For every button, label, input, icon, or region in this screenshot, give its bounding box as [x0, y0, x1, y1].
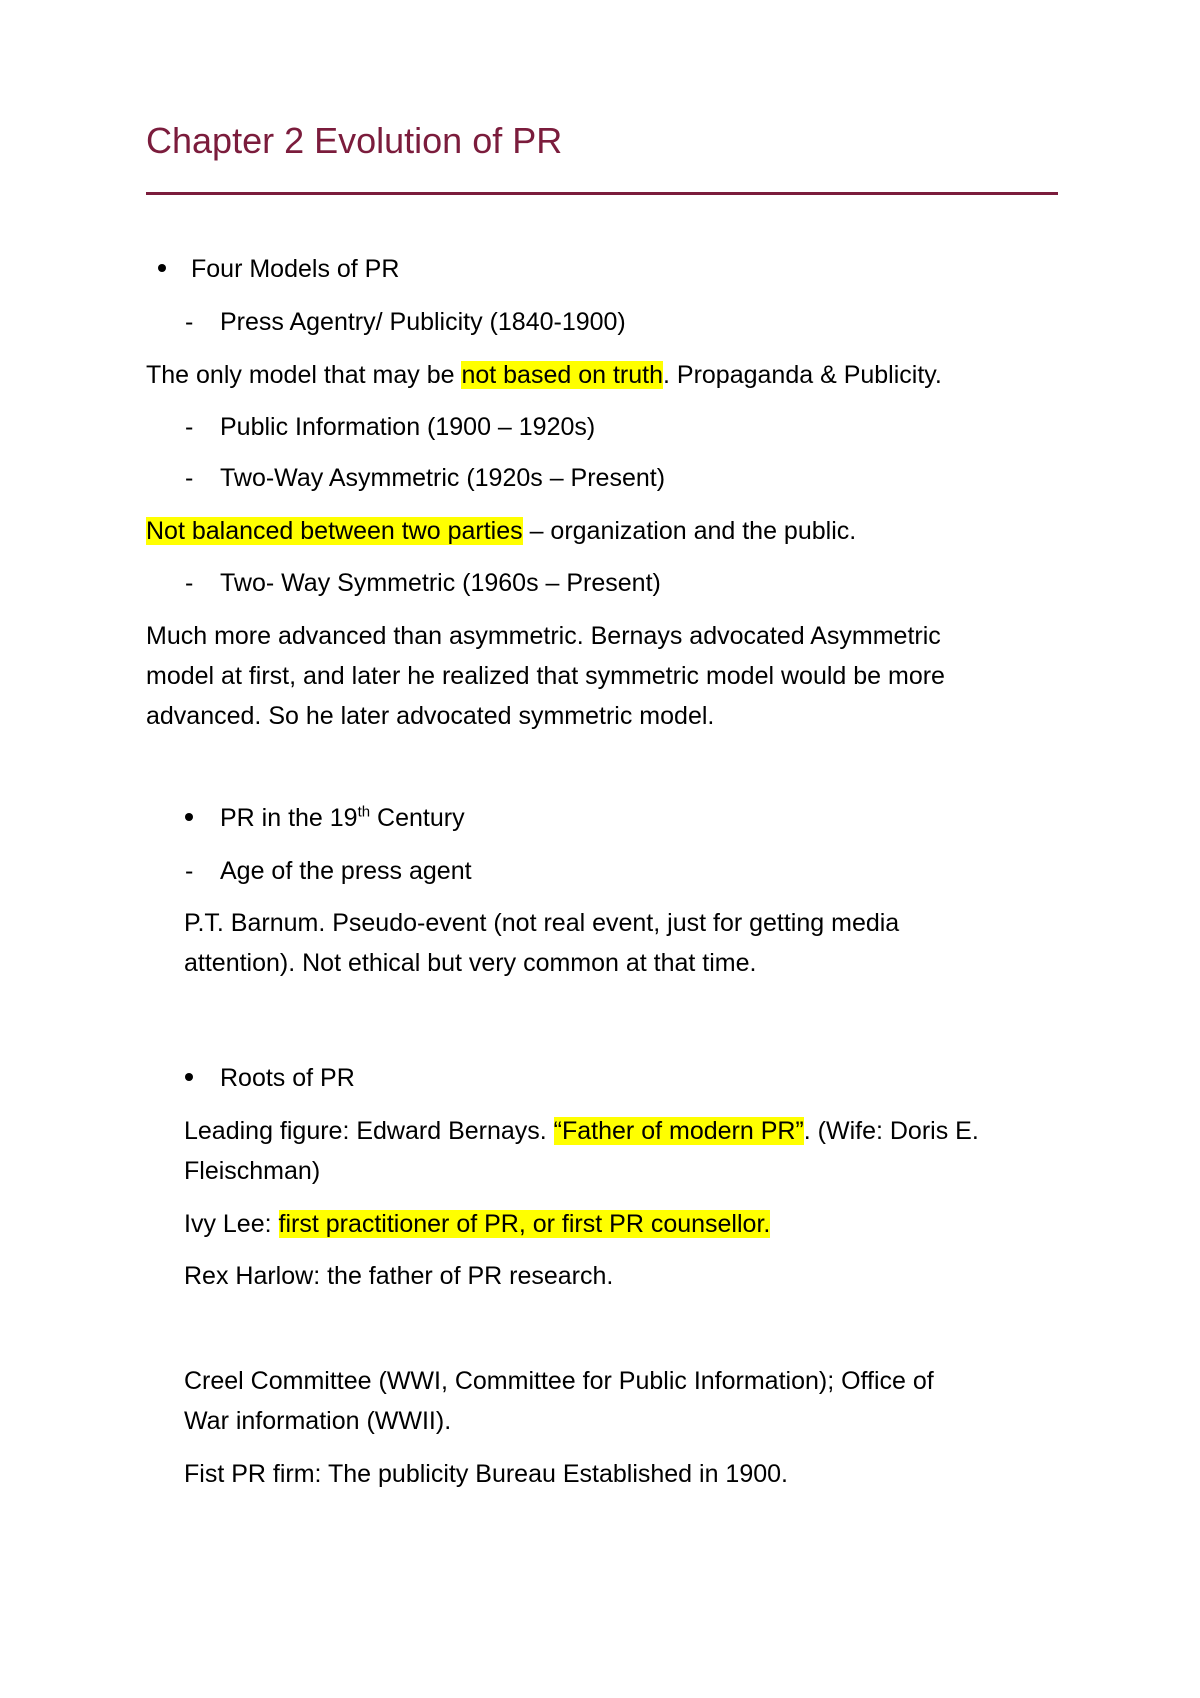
dash-icon: -: [185, 413, 194, 441]
title-underline: [146, 192, 1058, 195]
paragraph-first-firm: Fist PR firm: The publicity Bureau Established in 1900.: [184, 1460, 788, 1488]
highlighted-text: not based on truth: [461, 361, 663, 389]
paragraph-leading-figure-line-2: Fleischman): [184, 1157, 321, 1185]
paragraph-barnum-line-1: P.T. Barnum. Pseudo-event (not real event, just for getting media: [184, 909, 900, 937]
dash-icon: -: [185, 308, 194, 336]
paragraph-barnum-line-2: attention). Not ethical but very common at that time.: [184, 949, 757, 977]
list-item-press-agent: Age of the press agent: [220, 857, 472, 885]
highlighted-text: “Father of modern PR”: [553, 1117, 804, 1145]
page-title: Chapter 2 Evolution of PR: [146, 120, 563, 161]
bullet-icon: [185, 1073, 193, 1081]
paragraph-creel-line-1: Creel Committee (WWI, Committee for Public Information); Office of: [184, 1367, 934, 1395]
text-run: Leading figure: Edward Bernays.: [184, 1117, 554, 1145]
text-run: . (Wife: Doris E.: [803, 1117, 979, 1145]
dash-icon: -: [185, 857, 194, 885]
paragraph-press-note: [146, 360, 942, 390]
section-heading-roots: Roots of PR: [220, 1064, 355, 1092]
text-run: PR in the 19: [220, 804, 358, 832]
list-item-two-way-asymmetric: Two-Way Asymmetric (1920s – Present): [220, 464, 666, 492]
section-heading-19th-century: [220, 803, 465, 833]
section-heading-four-models: Four Models of PR: [191, 255, 400, 283]
text-run: The only model that may be: [146, 361, 462, 389]
dash-icon: -: [185, 569, 194, 597]
list-item-two-way-symmetric: Two- Way Symmetric (1960s – Present): [220, 569, 661, 597]
paragraph-sym-note-line-2: model at first, and later he realized that symmetric model would be more: [146, 662, 945, 690]
text-run: – organization and the public.: [522, 517, 857, 545]
bullet-icon: [185, 813, 193, 821]
text-run: . Propaganda & Publicity.: [663, 361, 942, 389]
bullet-icon: [158, 264, 166, 272]
paragraph-ivy-lee: [184, 1209, 770, 1239]
highlighted-text: Not balanced between two parties: [146, 517, 523, 545]
paragraph-sym-note-line-1: Much more advanced than asymmetric. Bernays advocated Asymmetric: [146, 622, 941, 650]
list-item-press-agentry: Press Agentry/ Publicity (1840-1900): [220, 308, 626, 336]
paragraph-sym-note-line-3: advanced. So he later advocated symmetric model.: [146, 702, 715, 730]
highlighted-text: first practitioner of PR, or first PR counsellor.: [278, 1210, 771, 1238]
superscript: th: [357, 803, 371, 821]
text-run: Century: [370, 804, 465, 832]
list-item-public-information: Public Information (1900 – 1920s): [220, 413, 596, 441]
paragraph-leading-figure: [184, 1116, 979, 1146]
paragraph-asym-note: [146, 516, 856, 546]
paragraph-creel-line-2: War information (WWII).: [184, 1407, 452, 1435]
paragraph-rex-harlow: Rex Harlow: the father of PR research.: [184, 1262, 614, 1290]
text-run: Ivy Lee:: [184, 1210, 279, 1238]
dash-icon: -: [185, 464, 194, 492]
